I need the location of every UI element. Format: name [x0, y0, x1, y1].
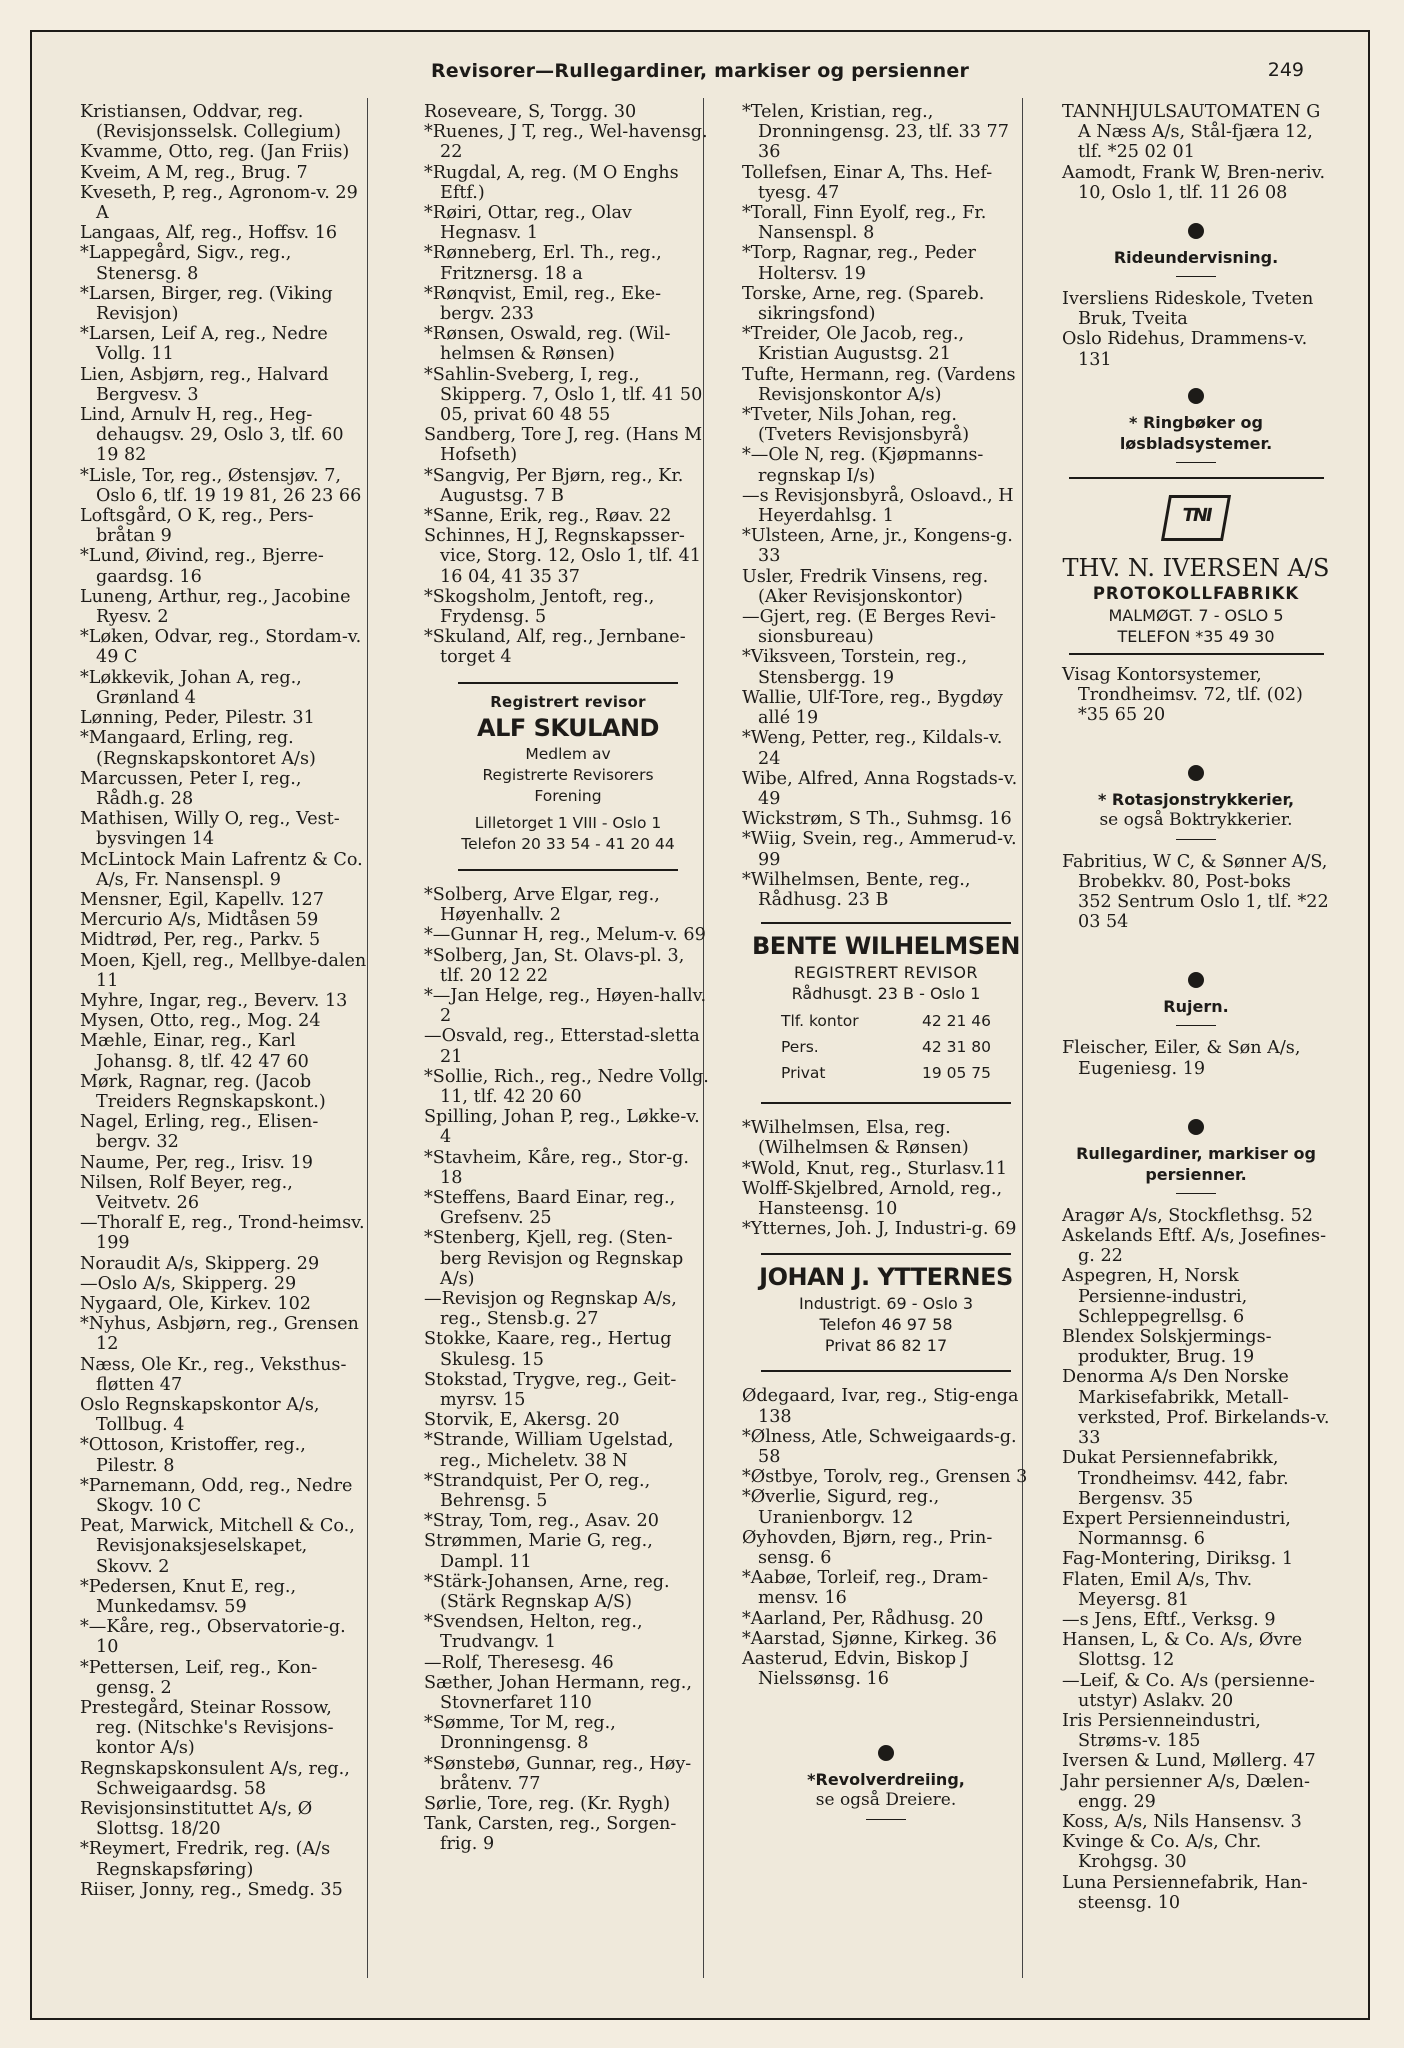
ad-rule [761, 1253, 1011, 1255]
directory-entry: —s Jens, Eftf., Verksg. 9 [1062, 1609, 1276, 1630]
directory-entry: *Wilhelmsen, Bente, reg., Rådhusg. 23 B [742, 869, 971, 910]
tni-logo [1161, 495, 1231, 541]
directory-entry: Riiser, Jonny, reg., Smedg. 35 [80, 1879, 343, 1900]
directory-entry: —Rolf, Theresesg. 46 [424, 1652, 614, 1673]
directory-entry: *Stavheim, Kåre, reg., Stor-g. 18 [424, 1147, 690, 1188]
directory-entry: Kvamme, Otto, reg. (Jan Friis) [80, 142, 350, 163]
bullet-dot [1188, 388, 1204, 404]
directory-entry: *Weng, Petter, reg., Kildals-v. 24 [742, 728, 1003, 769]
directory-entry: *Rugdal, A, reg. (M O Enghs Eftf.) [424, 162, 679, 203]
ad-rule [761, 1370, 1011, 1372]
entry-list-3a [742, 102, 1030, 910]
entry-list-4c [1062, 665, 1330, 726]
directory-entry: Loftsgård, O K, reg., Pers-bråtan 9 [80, 506, 314, 547]
directory-entry: *Sømme, Tor M, reg., Dronningensg. 8 [424, 1713, 616, 1754]
phone-row [781, 1008, 991, 1034]
phone-row [781, 1060, 991, 1086]
directory-entry: *Telen, Kristian, reg., Dronningensg. 23, tlf. 33 77 36 [742, 102, 1009, 163]
directory-entry: Spilling, Johan P, reg., Løkke-v. 4 [424, 1107, 700, 1148]
directory-entry: Peat, Marwick, Mitchell & Co., Revisjonaksjeselskapet, Skovv. 2 [80, 1516, 355, 1577]
directory-entry: Flaten, Emil A/s, Thv. Meyersg. 81 [1062, 1569, 1253, 1610]
ad-line: Telefon 20 33 54 - 41 20 44 [461, 834, 675, 853]
directory-entry: *Wilhelmsen, Elsa, reg. (Wilhelmsen & Rønsen) [742, 1118, 969, 1159]
logo-text: TNI [1180, 504, 1213, 526]
ad-alf-skuland [424, 682, 712, 871]
ad-johan-ytternes [742, 1253, 1030, 1372]
directory-entry: Tufte, Hermann, reg. (Vardens Revisjonskontor A/s) [742, 364, 1016, 405]
directory-entry: Sørlie, Tore, reg. (Kr. Rygh) [424, 1794, 671, 1815]
directory-entry: Aamodt, Frank W, Bren-neriv. 10, Oslo 1, tlf. 11 26 08 [1062, 162, 1326, 203]
directory-entry: Myhre, Ingar, reg., Beverv. 13 [80, 990, 348, 1011]
entry-list-4f [1062, 1206, 1330, 1913]
phone-row [781, 1034, 991, 1060]
section-heading: Rujern. [1163, 997, 1229, 1017]
directory-entry: —Thoralf E, reg., Trond-heimsv. 199 [80, 1213, 365, 1254]
ad-line: PROTOKOLLFABRIKK [1092, 583, 1300, 603]
ad-address: Rådhusgt. 23 B - Oslo 1 [791, 984, 981, 1004]
ad-label: Registrert revisor [490, 692, 646, 711]
directory-entry: *Løken, Odvar, reg., Stordam-v. 49 C [80, 627, 362, 668]
phone-label: Tlf. kontor [781, 1012, 859, 1031]
directory-entry: Tollefsen, Einar A, Ths. Hef-tyesg. 47 [742, 162, 993, 203]
directory-entry: Blendex Solskjermings-produkter, Brug. 19 [1062, 1327, 1272, 1368]
bullet-dot [878, 1745, 894, 1761]
entry-list-4d [1062, 852, 1330, 933]
directory-entry: *Stärk-Johansen, Arne, reg. (Stärk Regnskap A/S) [424, 1571, 670, 1612]
directory-entry: Aragør A/s, Stockflethsg. 52 [1062, 1205, 1313, 1226]
ad-rule [1069, 653, 1324, 655]
directory-entry: *Ruenes, J T, reg., Wel-havensg. 22 [424, 122, 708, 163]
directory-entry: Mercurio A/s, Midtåsen 59 [80, 910, 319, 931]
directory-entry: Wickstrøm, S Th., Suhmsg. 16 [742, 809, 1012, 830]
directory-entry: *Strande, William Ugelstad, reg., Micheletv. 38 N [424, 1430, 674, 1471]
directory-entry: *Sanne, Erik, reg., Røav. 22 [424, 506, 672, 527]
directory-entry: *Lappegård, Sigv., reg., Stenersg. 8 [80, 243, 292, 284]
directory-entry: Oslo Regnskapskontor A/s, Tollbug. 4 [80, 1395, 320, 1436]
directory-entry: *Sahlin-Sveberg, I, reg., Skipperg. 7, Oslo 1, tlf. 41 50 05, privat 60 48 55 [424, 364, 703, 426]
directory-entry: *Strandquist, Per O, reg., Behrensg. 5 [424, 1470, 651, 1511]
column-2 [424, 102, 712, 1855]
entry-list-4b [1062, 289, 1330, 370]
directory-entry: *Lisle, Tor, reg., Østensjøv. 7, Oslo 6, tlf. 19 19 81, 26 23 66 [80, 465, 362, 506]
short-rule [1176, 276, 1216, 277]
directory-entry: Marcussen, Peter I, reg., Rådh.g. 28 [80, 768, 302, 809]
directory-entry: *Ytternes, Joh. J, Industri-g. 69 [742, 1219, 1017, 1240]
directory-entry: *Aarland, Per, Rådhusg. 20 [742, 1608, 984, 1629]
directory-entry: Mysen, Otto, reg., Mog. 24 [80, 1011, 321, 1032]
directory-entry: *Nyhus, Asbjørn, reg., Grensen 12 [80, 1314, 359, 1355]
directory-entry: *Rønsen, Oswald, reg. (Wil-helmsen & Rønsen) [424, 324, 671, 365]
entry-list-3c [742, 1386, 1030, 1689]
ad-rule [458, 869, 678, 871]
section-heading: * Rotasjonstrykkerier, [1097, 790, 1295, 810]
directory-entry: *Wiig, Svein, reg., Ammerud-v. 99 [742, 829, 1017, 870]
directory-entry: *Solberg, Jan, St. Olavs-pl. 3, tlf. 20 12 22 [424, 945, 685, 986]
column-4 [1062, 102, 1330, 1913]
ad-phone-table [781, 1008, 991, 1086]
entry-list-2b [424, 885, 712, 1855]
directory-entry: —s Revisjonsbyrå, Osloavd., H Heyerdahlsg. 1 [742, 485, 1014, 527]
short-rule [1176, 462, 1216, 463]
directory-entry: Mæhle, Einar, reg., Karl Johansg. 8, tlf. 42 47 60 [80, 1031, 309, 1072]
ad-thv-iversen [1062, 477, 1330, 655]
directory-entry: *Svendsen, Helton, reg., Trudvangv. 1 [424, 1612, 643, 1653]
directory-entry: Kveseth, P, reg., Agronom-v. 29 A [80, 182, 358, 224]
directory-entry: *Sollie, Rich., reg., Nedre Vollg. 11, tlf. 42 20 60 [424, 1066, 709, 1107]
directory-entry: Revisjonsinstituttet A/s, Ø Slottsg. 18/20 [80, 1799, 313, 1840]
directory-entry: *Stray, Tom, reg., Asav. 20 [424, 1511, 659, 1532]
directory-entry: Expert Persienneindustri, Normannsg. 6 [1062, 1508, 1291, 1550]
ad-line: Industrigt. 69 - Oslo 3 [798, 1294, 974, 1314]
directory-entry: Sæther, Johan Hermann, reg., Stovnerfaret 110 [424, 1672, 692, 1714]
directory-entry: *Steffens, Baard Einar, reg., Grefsenv. 25 [424, 1187, 676, 1229]
directory-entry: Fabritius, W C, & Sønner A/S, Brobekkv. 80, Post-boks 352 Sentrum Oslo 1, tlf. *22 03 54 [1062, 851, 1329, 933]
directory-entry: Nilsen, Rolf Beyer, reg., Veitvetv. 26 [80, 1172, 293, 1213]
directory-entry: Kveim, A M, reg., Brug. 7 [80, 162, 308, 183]
entry-list-4a [1062, 102, 1330, 203]
section-heading: Rideundervisning. [1113, 248, 1279, 268]
short-rule [866, 1819, 906, 1820]
directory-entry: *Parnemann, Odd, reg., Nedre Skogv. 10 C [80, 1475, 353, 1517]
directory-entry: Mathisen, Willy O, reg., Vest-bysvingen 14 [80, 809, 340, 850]
directory-entry: *Røiri, Ottar, reg., Olav Hegnasv. 1 [424, 203, 632, 244]
directory-entry: Ødegaard, Ivar, reg., Stig-enga 138 [742, 1386, 1019, 1427]
page-title: Revisorer—Rullegardiner, markiser og persienner [430, 60, 970, 82]
column-3 [742, 102, 1030, 1832]
directory-entry: *Wold, Knut, reg., Sturlasv.11 [742, 1158, 1008, 1179]
bullet-dot [1188, 972, 1204, 988]
ad-rule [1069, 477, 1324, 479]
directory-entry: TANNHJULSAUTOMATEN G A Næss A/s, Stål-fjæra 12, tlf. *25 02 01 [1062, 102, 1321, 163]
phone-label: Privat [781, 1064, 826, 1083]
directory-entry: Hansen, L, & Co. A/s, Øvre Slottsg. 12 [1062, 1630, 1303, 1671]
directory-entry: Askelands Eftf. A/s, Josefines-g. 22 [1062, 1226, 1327, 1267]
short-rule [1176, 1025, 1216, 1026]
directory-entry: Stokke, Kaare, reg., Hertug Skulesg. 15 [424, 1329, 672, 1370]
directory-entry: Mørk, Ragnar, reg. (Jacob Treiders Regnskapskont.) [80, 1071, 326, 1112]
directory-entry: Iversliens Rideskole, Tveten Bruk, Tveita [1062, 289, 1314, 330]
directory-entry: *Rønqvist, Emil, reg., Eke-bergv. 233 [424, 283, 662, 325]
directory-entry: *Aarstad, Sjønne, Kirkeg. 36 [742, 1628, 997, 1649]
directory-entry: Oslo Ridehus, Drammens-v. 131 [1062, 329, 1308, 370]
directory-entry: Lien, Asbjørn, reg., Halvard Bergvesv. 3 [80, 364, 329, 405]
directory-entry: Usler, Fredrik Vinsens, reg. (Aker Revisjonskontor) [742, 566, 989, 607]
ad-line: TELEFON *35 49 30 [1117, 626, 1275, 646]
short-rule [1176, 1193, 1216, 1194]
phone-number: 42 31 80 [921, 1038, 991, 1057]
directory-entry: *Ottoson, Kristoffer, reg., Pilestr. 8 [80, 1435, 306, 1476]
directory-entry: Mensner, Egil, Kapellv. 127 [80, 889, 324, 910]
directory-entry: Dukat Persiennefabrikk, Trondheimsv. 442, fabr. Bergensv. 35 [1062, 1448, 1289, 1509]
directory-entry: Denorma A/s Den Norske Markisefabrikk, Metall-verksted, Prof. Birkelands-v. 33 [1062, 1367, 1330, 1449]
directory-entry: Iris Persienneindustri, Strøms-v. 185 [1062, 1710, 1261, 1752]
section-revolverdreiing [742, 1745, 1030, 1819]
directory-entry: Næss, Ole Kr., reg., Veksthus-fløtten 47 [80, 1354, 347, 1395]
directory-entry: Naume, Per, reg., Irisv. 19 [80, 1152, 313, 1173]
ad-line: Registrerte Revisorers [482, 765, 654, 784]
ad-rule [761, 1102, 1011, 1104]
directory-entry: Prestegård, Steinar Rossow, reg. (Nitschke's Revisjons-kontor A/s) [80, 1698, 334, 1759]
directory-entry: *Aabøe, Torleif, reg., Dram-mensv. 16 [742, 1568, 989, 1609]
bullet-dot [1188, 223, 1204, 239]
directory-entry: *Ulsteen, Arne, jr., Kongens-g. 33 [742, 526, 1013, 567]
section-heading: Rullegardiner, markiser og persienner. [1076, 1143, 1316, 1184]
directory-entry: *Treider, Ole Jacob, reg., Kristian Augustsg. 21 [742, 324, 965, 365]
ad-line: Lilletorget 1 VIII - Oslo 1 [474, 813, 662, 832]
ad-line: Privat 86 82 17 [824, 1336, 948, 1356]
directory-entry: Nygaard, Ole, Kirkev. 102 [80, 1293, 311, 1314]
directory-entry: Regnskapskonsulent A/s, reg., Schweigaardsg. 58 [80, 1758, 350, 1799]
entry-list-2a [424, 102, 712, 668]
ad-rule [761, 922, 1011, 924]
directory-entry: Øyhovden, Bjørn, reg., Prin-sensg. 6 [742, 1527, 993, 1568]
directory-entry: —Revisjon og Regnskap A/s, reg., Stensb.g. 27 [424, 1288, 677, 1330]
directory-entry: Wolff-Skjelbred, Arnold, reg., Hansteensg. 10 [742, 1178, 1003, 1219]
directory-entry: *Østbye, Torolv, reg., Grensen 3 [742, 1467, 1028, 1488]
directory-entry: Stokstad, Trygve, reg., Geit-myrsv. 15 [424, 1369, 677, 1410]
directory-entry: *Solberg, Arve Elgar, reg., Høyenhallv. 2 [424, 884, 660, 926]
section-heading: * Ringbøker og løsbladsystemer. [1119, 412, 1273, 453]
ad-name: THV. N. IVERSEN A/S [1062, 553, 1330, 582]
directory-entry: *Torp, Ragnar, reg., Peder Holtersv. 19 [742, 243, 976, 284]
page-number: 249 [1267, 59, 1304, 81]
directory-entry: Fleischer, Eiler, & Søn A/s, Eugeniesg. 19 [1062, 1038, 1301, 1079]
entry-list-3b [742, 1118, 1030, 1239]
bullet-dot [1188, 1119, 1204, 1135]
ad-name: JOHAN J. YTTERNES [759, 1263, 1013, 1292]
directory-entry: *—Ole N, reg. (Kjøpmanns-regnskap I/s) [742, 445, 984, 486]
directory-entry: Lønning, Peder, Pilestr. 31 [80, 708, 315, 729]
directory-entry: Torske, Arne, reg. (Spareb. sikringsfond) [742, 283, 985, 325]
directory-entry: Kristiansen, Oddvar, reg. (Revisjonsselsk. Collegium) [80, 102, 341, 143]
phone-label: Pers. [781, 1038, 819, 1057]
directory-entry: *—Gunnar H, reg., Melum-v. 69 [424, 925, 706, 946]
directory-entry: *Rønneberg, Erl. Th., reg., Fritznersg. 18 a [424, 243, 662, 284]
directory-entry: Tank, Carsten, reg., Sorgen-frig. 9 [424, 1814, 677, 1855]
directory-entry: Koss, A/s, Nils Hansensv. 3 [1062, 1811, 1302, 1832]
phone-number: 42 21 46 [921, 1012, 991, 1031]
directory-entry: *—Kåre, reg., Observatorie-g. 10 [80, 1617, 346, 1658]
directory-entry: McLintock Main Lafrentz & Co. A/s, Fr. Nansenspl. 9 [80, 849, 363, 890]
column-1 [80, 102, 368, 1900]
directory-entry: Midtrød, Per, reg., Parkv. 5 [80, 930, 321, 951]
ad-rule [458, 682, 678, 684]
section-see-also: se også Dreiere. [815, 1790, 957, 1811]
directory-entry: Sandberg, Tore J, reg. (Hans M Hofseth) [424, 425, 703, 466]
ad-line: Telefon 46 97 58 [819, 1315, 953, 1335]
directory-entry: Fag-Montering, Diriksg. 1 [1062, 1549, 1294, 1570]
directory-entry: Wallie, Ulf-Tore, reg., Bygdøy allé 19 [742, 687, 1003, 729]
directory-entry: Visag Kontorsystemer, Trondheimsv. 72, tlf. (02) *35 65 20 [1062, 664, 1303, 726]
directory-entry: *Sangvig, Per Bjørn, reg., Kr. Augustsg. 7 B [424, 465, 684, 506]
directory-entry: *Larsen, Birger, reg. (Viking Revisjon) [80, 283, 333, 325]
directory-entry: Strømmen, Marie G, reg., Dampl. 11 [424, 1531, 653, 1572]
ad-name: BENTE WILHELMSEN [751, 932, 1020, 961]
directory-entry: *Larsen, Leif A, reg., Nedre Vollg. 11 [80, 324, 328, 365]
directory-entry: *Løkkevik, Johan A, reg., Grønland 4 [80, 667, 302, 708]
directory-entry: *Skogsholm, Jentoft, reg., Frydensg. 5 [424, 586, 655, 628]
directory-entry: *Lund, Øivind, reg., Bjerre-gaardsg. 16 [80, 546, 324, 587]
directory-entry: —Osvald, reg., Etterstad-sletta 21 [424, 1026, 700, 1067]
directory-entry: *Stenberg, Kjell, reg. (Sten-berg Revisjon og Regnskap A/s) [424, 1228, 684, 1289]
directory-entry: Storvik, E, Akersg. 20 [424, 1410, 620, 1431]
phone-number: 19 05 75 [921, 1064, 991, 1083]
short-rule [1176, 839, 1216, 840]
directory-entry: Iversen & Lund, Møllerg. 47 [1062, 1751, 1316, 1772]
ad-name: ALF SKULAND [477, 713, 659, 742]
directory-entry: Luna Persiennefabrik, Han-steensg. 10 [1062, 1872, 1308, 1913]
directory-entry: —Leif, & Co. A/s (persienne-utstyr) Aslakv. 20 [1062, 1670, 1315, 1711]
section-heading: *Revolverdreiing, [807, 1770, 965, 1790]
directory-entry: *Ølness, Atle, Schweigaards-g. 58 [742, 1426, 1017, 1467]
directory-entry: Aasterud, Edvin, Biskop J Nielssønsg. 16 [742, 1648, 969, 1690]
ad-bente-wilhelmsen [742, 922, 1030, 1104]
directory-entry: —Oslo A/s, Skipperg. 29 [80, 1273, 297, 1294]
directory-entry: Nagel, Erling, reg., Elisen-bergv. 32 [80, 1112, 319, 1153]
directory-entry: *—Jan Helge, reg., Høyen-hallv. 2 [424, 985, 707, 1027]
directory-entry: Lind, Arnulv H, reg., Heg-dehaugsv. 29, Oslo 3, tlf. 60 19 82 [80, 405, 344, 466]
directory-entry: *Øverlie, Sigurd, reg., Uranienborgv. 12 [742, 1487, 940, 1528]
ad-label: REGISTRERT REVISOR [793, 963, 979, 983]
directory-entry: *Torall, Finn Eyolf, reg., Fr. Nansenspl. 8 [742, 203, 987, 244]
directory-entry: Jahr persienner A/s, Dælen-engg. 29 [1062, 1771, 1310, 1812]
directory-entry: *Tveter, Nils Johan, reg. (Tveters Revisjonsbyrå) [742, 405, 970, 446]
directory-entry: *Pedersen, Knut E, reg., Munkedamsv. 59 [80, 1576, 297, 1618]
directory-entry: Luneng, Arthur, reg., Jacobine Ryesv. 2 [80, 586, 351, 628]
directory-entry: Wibe, Alfred, Anna Rogstads-v. 49 [742, 768, 1018, 809]
directory-entry: Roseveare, S, Torgg. 30 [424, 102, 637, 122]
directory-entry: *Pettersen, Leif, reg., Kon-gensg. 2 [80, 1657, 318, 1698]
directory-entry: Moen, Kjell, reg., Mellbye-dalen 11 [80, 950, 367, 991]
ad-line: Medlem av [525, 744, 611, 763]
directory-entry: Kvinge & Co. A/s, Chr. Krohgsg. 30 [1062, 1832, 1262, 1873]
directory-entry: *Skuland, Alf, reg., Jernbane-torget 4 [424, 627, 686, 668]
bullet-dot [1188, 765, 1204, 781]
directory-entry: Noraudit A/s, Skipperg. 29 [80, 1253, 320, 1274]
directory-entry: —Gjert, reg. (E Berges Revi-sionsbureau) [742, 607, 996, 648]
ad-line: Forening [534, 786, 602, 805]
ad-line: MALMØGT. 7 - OSLO 5 [1108, 605, 1284, 625]
section-see-also: se også Boktrykkerier. [1099, 810, 1293, 831]
directory-entry: *Mangaard, Erling, reg. (Regnskapskontoret A/s) [80, 728, 316, 769]
directory-entry: *Sønstebø, Gunnar, reg., Høy-bråtenv. 77 [424, 1753, 692, 1794]
directory-entry: *Reymert, Fredrik, reg. (A/s Regnskapsføring) [80, 1839, 331, 1880]
directory-entry: *Viksveen, Torstein, reg., Stensbergg. 19 [742, 647, 968, 688]
page-frame [30, 30, 1370, 2020]
directory-entry: Langaas, Alf, reg., Hoffsv. 16 [80, 223, 338, 244]
directory-entry: Schinnes, H J, Regnskapsser-vice, Storg. 12, Oslo 1, tlf. 41 16 04, 41 35 37 [424, 526, 701, 587]
directory-entry: Aspegren, H, Norsk Persienne-industri, Schleppegrellsg. 6 [1062, 1266, 1248, 1327]
entry-list-4e [1062, 1038, 1330, 1078]
